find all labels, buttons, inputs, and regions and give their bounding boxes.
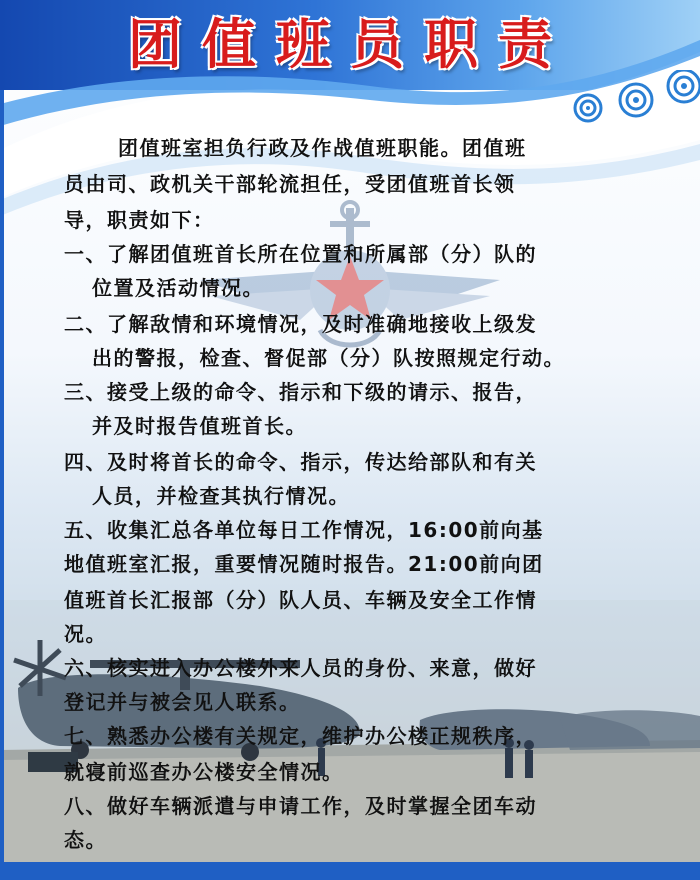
duty-item-7: 七、熟悉办公楼有关规定，维护办公楼正规秩序， bbox=[64, 724, 537, 748]
duty-item-2: 二、了解敌情和环境情况，及时准确地接收上级发 bbox=[64, 312, 537, 336]
duty-item-3: 三、接受上级的命令、指示和下级的请示、报告， bbox=[64, 380, 537, 404]
duty-item-6: 六、核实进入办公楼外来人员的身份、来意，做好 bbox=[64, 656, 537, 680]
intro-line: 导，职责如下： bbox=[64, 208, 215, 232]
intro-line: 员由司、政机关干部轮流担任，受团值班首长领 bbox=[64, 172, 516, 196]
bottom-border-bar bbox=[0, 862, 700, 880]
duty-item-8-cont: 态。 bbox=[64, 828, 107, 852]
duty-item-2-cont: 出的警报，检查、督促部（分）队按照规定行动。 bbox=[92, 346, 565, 370]
decorative-rings-icon bbox=[560, 70, 700, 130]
poster-title: 团值班员职责 bbox=[128, 12, 572, 76]
duty-item-7-cont: 就寝前巡查办公楼安全情况。 bbox=[64, 760, 344, 784]
duty-item-1-cont: 位置及活动情况。 bbox=[92, 276, 264, 300]
duty-item-4-cont: 人员，并检查其执行情况。 bbox=[92, 484, 350, 508]
duty-item-5-cont: 值班首长汇报部（分）队人员、车辆及安全工作情 bbox=[64, 588, 537, 612]
duty-item-3-cont: 并及时报告值班首长。 bbox=[92, 414, 307, 438]
duty-item-5-cont: 地值班室汇报，重要情况随时报告。21:00前向团 bbox=[64, 552, 544, 576]
duty-item-1: 一、了解团值班首长所在位置和所属部（分）队的 bbox=[64, 242, 537, 266]
duty-item-5-cont: 况。 bbox=[64, 622, 107, 646]
left-border-bar bbox=[0, 90, 4, 862]
intro-line: 团值班室担负行政及作战值班职能。团值班 bbox=[118, 136, 527, 160]
duty-item-6-cont: 登记并与被会见人联系。 bbox=[64, 690, 301, 714]
duty-item-4: 四、及时将首长的命令、指示，传达给部队和有关 bbox=[64, 450, 537, 474]
duty-item-5: 五、收集汇总各单位每日工作情况，16:00前向基 bbox=[64, 518, 544, 542]
duty-item-8: 八、做好车辆派遣与申请工作，及时掌握全团车动 bbox=[64, 794, 537, 818]
